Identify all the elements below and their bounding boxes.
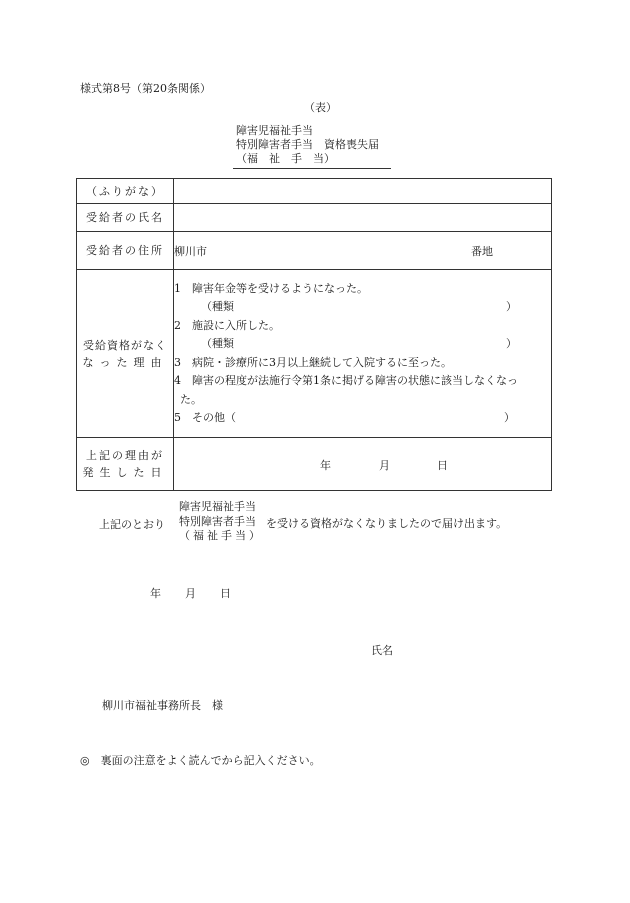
occurrence-day: 日 <box>437 459 448 472</box>
reason-5 <box>174 409 551 428</box>
reason-row <box>77 270 552 438</box>
submission-month: 月 <box>185 587 196 600</box>
reason-options-cell[interactable] <box>174 270 552 438</box>
furigana-input-cell[interactable] <box>174 179 552 204</box>
document-title <box>236 124 379 166</box>
statement-line-1: 障害児福祉手当 <box>179 500 256 513</box>
recipient: 柳川市福祉事務所長 様 <box>102 699 223 712</box>
address-label: 受給者の住所 <box>77 232 174 270</box>
reason-label-line-2: なった理由 <box>82 355 168 369</box>
statement-allowance-types <box>179 500 263 544</box>
name-row <box>77 204 552 232</box>
reason-4b: た。 <box>180 392 202 406</box>
title-underline <box>233 168 391 169</box>
reason-1-kind-close: ） <box>506 300 517 313</box>
name-label: 受給者の氏名 <box>77 204 174 232</box>
title-line-3: （福 祉 手 当） <box>236 152 335 165</box>
reason-2-kind <box>174 335 551 354</box>
title-line-1: 障害児福祉手当 <box>236 124 313 137</box>
submission-year: 年 <box>150 587 161 600</box>
occurrence-date-label-line-2: 発生した日 <box>82 466 168 479</box>
reason-label <box>77 270 174 438</box>
statement-line-2: 特別障害者手当 <box>179 514 256 528</box>
reason-5-label: 5 その他（ <box>174 411 236 424</box>
reason-2-kind-label: （種類 <box>201 337 234 350</box>
side-label: （表） <box>304 101 337 114</box>
address-city: 柳川市 <box>174 244 207 258</box>
occurrence-date-label <box>77 438 174 491</box>
statement-line-3: （福祉手当） <box>179 529 263 542</box>
reason-1-kind <box>174 298 551 317</box>
address-input-cell[interactable] <box>174 232 552 270</box>
statement-prefix: 上記のとおり <box>99 518 165 531</box>
statement-suffix: を受ける資格がなくなりましたので届け出ます。 <box>266 517 508 530</box>
applicant-name-label: 氏名 <box>371 644 393 657</box>
furigana-row <box>77 179 552 204</box>
occurrence-date-label-line-1: 上記の理由が <box>86 449 164 462</box>
reason-2: 2 施設に入所した。 <box>174 318 280 332</box>
notice: ◎ 裏面の注意をよく読んでから記入ください。 <box>80 754 321 767</box>
reason-3: 3 病院・診療所に3月以上継続して入院するに至った。 <box>174 355 452 369</box>
furigana-label: （ふりがな） <box>77 179 174 204</box>
address-banchi: 番地 <box>471 244 493 258</box>
reason-2-kind-close: ） <box>506 337 517 350</box>
title-line-2: 特別障害者手当 資格喪失届 <box>236 138 379 151</box>
submission-day: 日 <box>220 587 231 600</box>
reason-label-line-1: 受給資格がなく <box>83 338 167 352</box>
occurrence-date-row <box>77 438 552 491</box>
form-number: 様式第8号（第20条関係） <box>80 82 211 95</box>
occurrence-year: 年 <box>320 459 331 472</box>
occurrence-month: 月 <box>379 459 390 472</box>
address-row <box>77 232 552 270</box>
reason-4a: 4 障害の程度が法施行令第1条に掲げる障害の状態に該当しなくなっ <box>174 374 518 387</box>
reason-1: 1 障害年金等を受けるようになった。 <box>174 281 368 295</box>
reason-1-kind-label: （種類 <box>201 300 234 313</box>
reason-5-close: ） <box>504 411 515 424</box>
notification-form-table <box>76 178 552 491</box>
occurrence-date-input-cell[interactable] <box>174 438 552 491</box>
name-input-cell[interactable] <box>174 204 552 232</box>
